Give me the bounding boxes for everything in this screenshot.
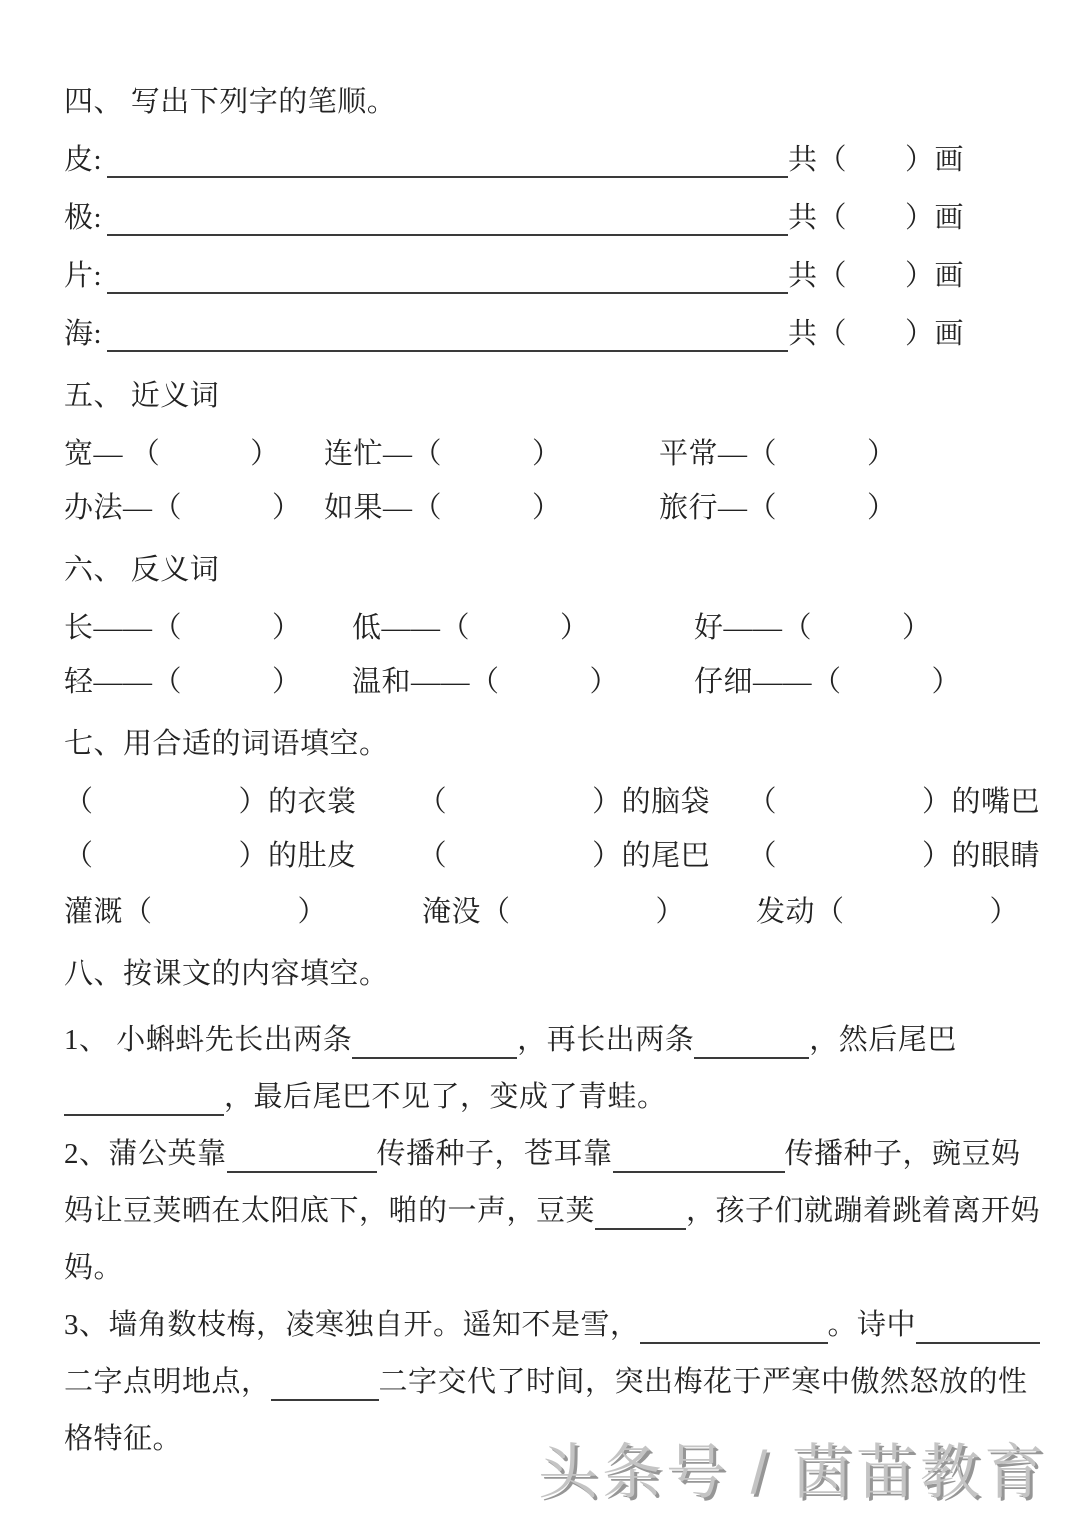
phrase-cell — [64, 838, 418, 874]
stroke-count-close: ）画 — [904, 318, 964, 350]
paren-close: ） — [272, 612, 302, 644]
cloze-text: 1、 小蝌蚪先长出两条 — [64, 1024, 353, 1056]
fill-blank-line — [64, 1080, 224, 1116]
phrase-label: ）的尾巴 — [592, 840, 711, 872]
verb-label: 发动（ — [756, 896, 845, 928]
synonym-word: 连忙—（ — [324, 438, 443, 470]
cloze-text: 二字交代了时间，突出梅花于严寒中傲然怒放的性 — [378, 1366, 1028, 1398]
phrase-cell — [422, 894, 756, 930]
stroke-order-row — [64, 258, 964, 294]
synonym-word: 办法—（ — [64, 492, 183, 524]
character-label: 海: — [64, 318, 103, 350]
stroke-count-open: 共（ — [787, 318, 847, 350]
verb-label: 灌溉（ — [64, 896, 153, 928]
fill-blank-line — [227, 1137, 377, 1173]
antonym-cell — [352, 664, 694, 700]
fill-blank-line — [271, 1365, 379, 1401]
character-label: 片: — [64, 260, 103, 292]
fill-blank-line — [595, 1194, 686, 1230]
paren-close: ） — [250, 438, 280, 470]
paren-close: ） — [989, 896, 1020, 928]
phrase-label: ）的衣裳 — [238, 786, 357, 818]
stroke-count-close: ）画 — [904, 260, 964, 292]
stroke-count-open: 共（ — [787, 260, 847, 292]
fill-blank-line — [640, 1308, 828, 1344]
phrase-row — [64, 894, 1040, 930]
cloze-text: 。诗中 — [827, 1309, 917, 1341]
phrase-row — [64, 838, 1040, 874]
cloze-text: 妈让豆荚晒在太阳底下，啪的一声，豆荚 — [64, 1195, 596, 1227]
antonym-cell — [352, 610, 694, 646]
antonym-cell — [694, 664, 1040, 700]
cloze-line — [64, 1287, 1040, 1344]
stroke-order-row — [64, 200, 964, 236]
stroke-order-row — [64, 316, 964, 352]
verb-label: 淹没（ — [422, 896, 511, 928]
phrase-cell — [64, 784, 418, 820]
phrase-label: ）的脑袋 — [592, 786, 711, 818]
antonym-cell — [64, 610, 352, 646]
stroke-count-open: 共（ — [787, 144, 847, 176]
section7-heading: 七、用合适的词语填空。 — [64, 728, 389, 760]
phrase-row — [64, 784, 1040, 820]
cloze-text: ，然后尾巴 — [809, 1024, 957, 1056]
synonym-word: 旅行—（ — [659, 492, 778, 524]
antonym-row — [64, 610, 1040, 646]
paren-open: （ — [64, 786, 94, 818]
paren-open: （ — [747, 840, 777, 872]
synonym-cell — [324, 436, 659, 472]
cloze-text: ，孩子们就蹦着跳着离开妈 — [685, 1195, 1040, 1227]
cloze-text: 2、蒲公英靠 — [64, 1138, 227, 1170]
character-label: 极: — [64, 202, 103, 234]
section6-heading: 六、 反义词 — [64, 554, 220, 586]
watermark: 头条号 / 茵苗教育 — [537, 1439, 1048, 1506]
cloze-text: 二字点明地点， — [64, 1366, 271, 1398]
paren-close: ） — [867, 438, 897, 470]
cloze-line — [64, 1230, 1040, 1287]
synonym-word: 如果—（ — [324, 492, 443, 524]
character-label: 皮: — [64, 144, 103, 176]
paren-open: （ — [417, 840, 448, 872]
answer-line — [107, 200, 788, 236]
antonym-row — [64, 664, 1040, 700]
paren-close: ） — [931, 666, 962, 698]
cloze-line — [64, 1116, 1040, 1173]
fill-blank-line — [352, 1023, 517, 1059]
synonym-row — [64, 436, 1040, 472]
antonym-word: 低——（ — [352, 612, 471, 644]
antonym-word: 轻——（ — [64, 666, 183, 698]
section5-heading: 五、 近义词 — [64, 380, 220, 412]
synonym-cell — [659, 490, 1040, 526]
stroke-count-open: 共（ — [787, 202, 847, 234]
phrase-label: ）的眼睛 — [921, 840, 1040, 872]
paren-open: （ — [417, 786, 448, 818]
phrase-cell — [756, 894, 1040, 930]
fill-blank-line — [916, 1308, 1040, 1344]
cloze-line — [64, 1002, 1040, 1059]
cloze-text: ，最后尾巴不见了，变成了青蛙。 — [224, 1081, 667, 1113]
stroke-count-close: ）画 — [904, 144, 964, 176]
paren-close: ） — [560, 612, 590, 644]
cloze-text: 格特征。 — [64, 1423, 183, 1455]
section8-heading: 八、按课文的内容填空。 — [64, 958, 389, 990]
cloze-line — [64, 1344, 1040, 1401]
synonym-word: 宽— （ — [64, 438, 161, 470]
antonym-word: 长——（ — [64, 612, 183, 644]
paren-close: ） — [589, 666, 620, 698]
phrase-label: ）的嘴巴 — [921, 786, 1040, 818]
antonym-word: 好——（ — [694, 612, 813, 644]
answer-line — [107, 142, 788, 178]
answer-line — [107, 258, 788, 294]
antonym-cell — [64, 664, 352, 700]
paren-close: ） — [297, 896, 328, 928]
stroke-count-close: ）画 — [904, 202, 964, 234]
paren-close: ） — [272, 666, 302, 698]
paren-close: ） — [532, 438, 562, 470]
paren-open: （ — [747, 786, 777, 818]
cloze-text: 妈。 — [64, 1252, 124, 1284]
synonym-cell — [64, 436, 324, 472]
cloze-line — [64, 1173, 1040, 1230]
stroke-order-row — [64, 142, 964, 178]
phrase-cell — [747, 784, 1040, 820]
cloze-line — [64, 1059, 1040, 1116]
paren-close: ） — [655, 896, 686, 928]
paren-close: ） — [867, 492, 897, 524]
paren-close: ） — [272, 492, 302, 524]
phrase-label: ）的肚皮 — [238, 840, 357, 872]
phrase-cell — [64, 894, 422, 930]
antonym-cell — [694, 610, 1040, 646]
phrase-cell — [418, 784, 748, 820]
fill-blank-line — [694, 1023, 809, 1059]
synonym-row — [64, 490, 1040, 526]
cloze-text: 传播种子，苍耳靠 — [376, 1138, 613, 1170]
paren-close: ） — [902, 612, 932, 644]
cloze-text: 3、墙角数枝梅，凌寒独自开。遥知不是雪， — [64, 1309, 640, 1341]
fill-blank-line — [613, 1137, 785, 1173]
answer-line — [107, 316, 788, 352]
antonym-word: 仔细——（ — [694, 666, 842, 698]
section4-heading: 四、 写出下列字的笔顺。 — [64, 86, 397, 118]
phrase-cell — [418, 838, 748, 874]
synonym-word: 平常—（ — [659, 438, 778, 470]
cloze-text: ，再长出两条 — [517, 1024, 695, 1056]
paren-close: ） — [532, 492, 562, 524]
cloze-text: 传播种子，豌豆妈 — [784, 1138, 1021, 1170]
antonym-word: 温和——（ — [352, 666, 500, 698]
paren-open: （ — [64, 840, 94, 872]
synonym-cell — [324, 490, 659, 526]
phrase-cell — [747, 838, 1040, 874]
synonym-cell — [659, 436, 1040, 472]
synonym-cell — [64, 490, 324, 526]
